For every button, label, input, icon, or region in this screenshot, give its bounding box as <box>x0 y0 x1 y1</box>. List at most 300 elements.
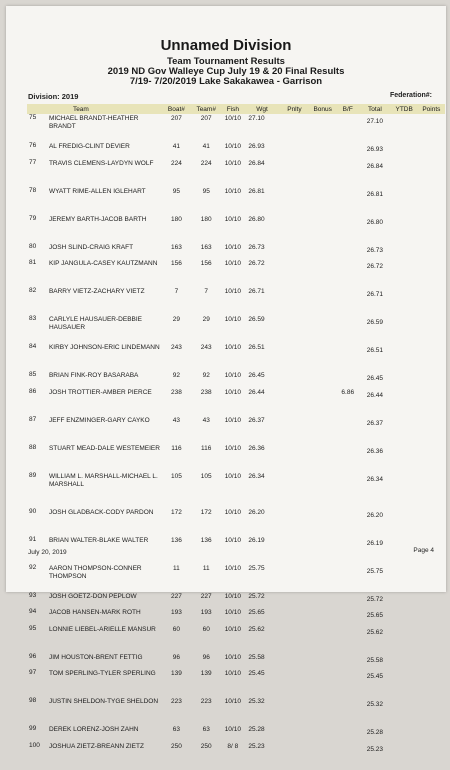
table-row <box>27 343 445 371</box>
table-cell-total: 26.19 <box>366 539 384 547</box>
table-cell-boat: 224 <box>170 159 182 167</box>
table-cell-weight: 26.20 <box>248 508 265 516</box>
table-cell-weight: 26.73 <box>248 243 265 251</box>
table-cell-fish: 10/10 <box>224 653 241 661</box>
table-cell-fish: 10/10 <box>224 416 241 424</box>
table-cell-weight: 25.58 <box>248 653 265 661</box>
table-cell-team-number: 156 <box>200 260 212 267</box>
table-cell-team: BRIAN FINK-ROY BASARABA <box>48 372 139 379</box>
table-cell-weight: 25.72 <box>248 592 265 600</box>
table-cell-place: 100 <box>29 741 40 749</box>
table-cell-weight: 25.45 <box>248 670 265 677</box>
table-header-row <box>27 104 445 114</box>
table-cell-team-number: 223 <box>200 698 212 705</box>
table-cell-points <box>418 388 445 416</box>
table-cell-bonus <box>309 564 336 592</box>
table-row <box>27 653 445 670</box>
col-fish: Fish <box>226 105 239 113</box>
table-cell-big-fish <box>336 697 359 725</box>
table-cell-big-fish <box>336 287 359 315</box>
table-cell-points <box>418 142 445 159</box>
table-cell-fish: 10/10 <box>224 625 241 633</box>
table-cell-weight: 26.80 <box>248 215 265 223</box>
col-points: Points <box>422 105 441 113</box>
table-cell-big-fish <box>336 243 359 260</box>
table-cell-big-fish <box>336 142 359 159</box>
table-cell-penalty <box>280 669 309 697</box>
table-cell-total: 25.45 <box>366 673 384 680</box>
table-cell-points <box>418 259 445 287</box>
table-cell-ytdb <box>391 287 418 315</box>
table-cell-place: 92 <box>29 563 37 571</box>
table-cell-fish: 10/10 <box>224 726 241 733</box>
table-cell-points <box>418 653 445 670</box>
table-cell-penalty <box>280 187 309 215</box>
table-cell-team-number: 136 <box>200 536 212 544</box>
table-cell-weight: 25.23 <box>248 742 265 750</box>
table-cell-boat: 105 <box>170 472 182 480</box>
table-cell-penalty <box>280 243 309 260</box>
table-cell-bonus <box>309 508 336 536</box>
table-row <box>27 315 445 343</box>
table-cell-place: 84 <box>29 343 37 350</box>
table-cell-total: 25.65 <box>366 612 384 619</box>
table-cell-total: 26.44 <box>366 391 384 399</box>
table-cell-ytdb <box>391 444 418 472</box>
table-row <box>27 725 445 742</box>
table-cell-big-fish <box>336 536 359 564</box>
table-cell-team: JUSTIN SHELDON-TYGE SHELDON <box>48 698 159 705</box>
col-team: Team <box>72 105 89 113</box>
col-boat: Boat# <box>167 105 185 113</box>
table-row <box>27 608 445 625</box>
col-total: Total <box>368 105 382 113</box>
table-cell-ytdb <box>391 416 418 444</box>
table-cell-boat: 41 <box>172 143 181 150</box>
table-cell-team: JOSH GOETZ-DON PEPLOW <box>48 592 137 600</box>
table-cell-big-fish <box>336 187 359 215</box>
table-cell-team-number: 116 <box>201 444 212 452</box>
table-cell-bonus <box>309 388 336 416</box>
table-cell-team-number: 96 <box>202 653 210 661</box>
table-row <box>27 625 445 653</box>
table-cell-place: 83 <box>29 315 37 322</box>
table-cell-boat: 96 <box>172 653 181 661</box>
table-cell-big-fish <box>336 625 359 653</box>
table-cell-points <box>418 315 445 343</box>
table-cell-ytdb <box>391 142 418 159</box>
col-weight: Wgt <box>256 105 268 113</box>
table-cell-bonus <box>309 343 336 371</box>
table-cell-team-number: 139 <box>200 670 212 677</box>
table-cell-weight: 26.36 <box>248 444 265 452</box>
table-cell-fish: 10/10 <box>224 592 241 600</box>
table-cell-ytdb <box>391 215 418 243</box>
table-cell-bonus <box>309 371 336 388</box>
table-cell-fish: 10/10 <box>224 388 241 396</box>
table-cell-weight: 26.44 <box>248 388 265 396</box>
table-cell-ytdb <box>391 315 418 343</box>
table-cell-team-number: 163 <box>200 243 212 251</box>
table-cell-team: JACOB HANSEN-MARK ROTH <box>48 609 141 616</box>
table-cell-place: 96 <box>29 652 37 660</box>
table-cell-weight: 26.19 <box>248 536 265 544</box>
table-cell-penalty <box>280 259 309 287</box>
table-cell-fish: 10/10 <box>224 536 241 544</box>
table-cell-points <box>418 243 445 260</box>
table-cell-boat: 227 <box>170 592 182 600</box>
table-cell-bonus <box>309 444 336 472</box>
table-cell-place: 94 <box>29 608 37 615</box>
table-cell-total: 26.93 <box>366 146 384 153</box>
table-cell-team: MICHAEL BRANDT-HEATHER BRANDT <box>48 115 139 130</box>
table-cell-boat: 136 <box>170 536 182 544</box>
table-cell-boat: 60 <box>172 625 181 633</box>
table-cell-place: 78 <box>29 186 37 194</box>
table-cell-place: 91 <box>29 535 37 543</box>
table-cell-fish: 10/10 <box>224 243 241 251</box>
table-cell-boat: 243 <box>170 344 182 351</box>
table-cell-fish: 10/10 <box>224 564 241 572</box>
table-cell-team: JIM HOUSTON-BRENT FETTIG <box>48 653 143 661</box>
table-cell-penalty <box>280 343 309 371</box>
table-row <box>27 472 445 508</box>
table-cell-team-number: 92 <box>202 372 210 379</box>
table-cell-boat: 95 <box>172 187 181 195</box>
table-cell-bonus <box>309 697 336 725</box>
table-cell-boat: 207 <box>170 115 182 122</box>
table-cell-team: AARON THOMPSON-CONNER THOMPSON <box>48 564 142 580</box>
table-cell-total: 25.32 <box>366 701 384 708</box>
table-cell-total: 26.45 <box>366 375 384 382</box>
table-cell-bonus <box>309 142 336 159</box>
col-team-number: Team# <box>196 105 216 113</box>
table-cell-penalty <box>280 287 309 315</box>
table-cell-weight: 26.59 <box>248 316 265 323</box>
table-cell-fish: 10/10 <box>224 159 241 167</box>
table-cell-weight: 25.75 <box>248 564 265 572</box>
col-ytdb: YTDB <box>395 105 413 113</box>
table-cell-team-number: 238 <box>200 388 212 396</box>
table-cell-place: 93 <box>29 591 37 599</box>
page-number: Page 4 <box>413 547 434 554</box>
table-cell-points <box>418 725 445 742</box>
table-cell-big-fish <box>336 742 359 770</box>
table-cell-place: 87 <box>29 415 37 423</box>
table-cell-team-number: 227 <box>200 592 212 600</box>
table-cell-team: AL FREDIG-CLINT DEVIER <box>48 143 130 150</box>
table-cell-big-fish <box>336 669 359 697</box>
table-cell-boat: 63 <box>172 726 181 733</box>
table-cell-weight: 26.34 <box>248 472 265 480</box>
table-cell-boat: 7 <box>174 288 179 295</box>
table-cell-place: 80 <box>29 242 37 250</box>
results-table <box>27 104 445 770</box>
table-cell-team: TRAVIS CLEMENS-LAYDYN WOLF <box>48 159 154 167</box>
table-cell-big-fish <box>336 114 359 142</box>
table-cell-boat: 116 <box>171 444 182 452</box>
table-cell-total: 25.72 <box>366 595 384 603</box>
table-cell-boat: 92 <box>172 372 181 379</box>
table-cell-penalty <box>280 315 309 343</box>
table-cell-ytdb <box>391 343 418 371</box>
table-cell-points <box>418 187 445 215</box>
table-cell-penalty <box>280 416 309 444</box>
table-cell-team: JOSH TROTTIER-AMBER PIERCE <box>48 388 152 396</box>
table-cell-team-number: 60 <box>202 625 210 633</box>
table-cell-team: STUART MEAD-DALE WESTEMEIER <box>48 444 160 452</box>
table-cell-team-number: 43 <box>202 416 210 424</box>
table-cell-team-number: 29 <box>202 316 210 323</box>
table-cell-penalty <box>280 508 309 536</box>
table-cell-team-number: 105 <box>200 472 212 480</box>
table-cell-total: 26.84 <box>366 162 384 170</box>
table-cell-big-fish <box>336 608 359 625</box>
table-cell-big-fish: 6.86 <box>341 388 355 396</box>
table-cell-bonus <box>309 416 336 444</box>
results-page <box>6 6 446 753</box>
table-cell-points <box>418 287 445 315</box>
table-cell-team: LONNIE LIEBEL-ARIELLE MANSUR <box>48 625 156 633</box>
table-row <box>27 259 445 287</box>
table-cell-total: 25.75 <box>366 567 384 575</box>
table-cell-big-fish <box>336 371 359 388</box>
table-cell-weight: 25.28 <box>248 726 265 733</box>
col-place <box>27 104 49 114</box>
table-cell-ytdb <box>391 371 418 388</box>
table-cell-total: 26.81 <box>366 190 384 198</box>
table-cell-boat: 156 <box>170 260 182 267</box>
table-cell-points <box>418 742 445 770</box>
table-cell-big-fish <box>336 343 359 371</box>
table-cell-penalty <box>280 388 309 416</box>
table-cell-points <box>418 564 445 592</box>
table-cell-fish: 10/10 <box>224 288 241 295</box>
federation-label: Federation#: <box>389 92 432 99</box>
table-cell-weight: 26.72 <box>248 260 265 267</box>
table-cell-boat: 238 <box>170 388 182 396</box>
table-cell-fish: 10/10 <box>224 260 241 267</box>
table-cell-big-fish <box>336 159 359 187</box>
table-cell-total: 26.37 <box>366 419 384 427</box>
table-cell-boat: 193 <box>170 609 182 616</box>
table-cell-boat: 172 <box>170 508 182 516</box>
table-cell-place: 98 <box>29 697 37 704</box>
table-cell-place: 81 <box>29 259 37 266</box>
table-cell-boat: 43 <box>172 416 181 424</box>
table-cell-team-number: 207 <box>200 115 212 122</box>
table-cell-fish: 10/10 <box>224 115 241 122</box>
table-cell-place: 89 <box>29 471 37 479</box>
table-cell-total: 25.58 <box>366 656 384 664</box>
table-cell-boat: 250 <box>170 742 182 750</box>
table-cell-points <box>418 114 445 142</box>
table-cell-ytdb <box>391 564 418 592</box>
table-cell-bonus <box>309 287 336 315</box>
table-cell-fish: 8/ 8 <box>227 742 239 750</box>
table-cell-team: CARLYLE HAUSAUER-DEBBIE HAUSAUER <box>48 316 143 331</box>
table-cell-total: 26.36 <box>366 447 384 455</box>
table-cell-team-number: 7 <box>204 288 208 295</box>
table-cell-boat: 29 <box>172 316 181 323</box>
table-cell-penalty <box>280 159 309 187</box>
table-row <box>27 444 445 472</box>
table-cell-team-number: 172 <box>200 508 212 516</box>
table-cell-bonus <box>309 472 336 508</box>
table-cell-penalty <box>280 371 309 388</box>
table-cell-fish: 10/10 <box>224 670 241 677</box>
table-cell-total: 25.23 <box>366 745 384 753</box>
table-cell-team-number: 250 <box>200 742 212 750</box>
table-cell-team: JOSH GLADBACK-CODY PARDON <box>48 508 154 516</box>
table-cell-points <box>418 508 445 536</box>
table-cell-ytdb <box>391 725 418 742</box>
table-cell-bonus <box>309 725 336 742</box>
table-cell-total: 26.71 <box>366 291 384 298</box>
table-cell-fish: 10/10 <box>224 372 241 379</box>
table-cell-total: 25.62 <box>366 628 384 636</box>
table-cell-points <box>418 371 445 388</box>
table-cell-team-number: 243 <box>200 344 212 351</box>
table-cell-big-fish <box>336 472 359 508</box>
table-row <box>27 508 445 536</box>
division-title: Unnamed Division <box>160 37 292 54</box>
table-cell-fish: 10/10 <box>224 609 241 616</box>
table-cell-weight: 26.45 <box>248 372 265 379</box>
table-cell-ytdb <box>391 388 418 416</box>
table-cell-team-number: 11 <box>202 564 210 572</box>
table-cell-ytdb <box>391 653 418 670</box>
table-row <box>27 142 445 159</box>
table-cell-team: JEFF ENZMINGER-GARY CAYKO <box>48 416 150 424</box>
report-subtitle: Team Tournament Results <box>167 56 285 67</box>
table-cell-penalty <box>280 742 309 770</box>
table-cell-penalty <box>280 472 309 508</box>
table-cell-big-fish <box>336 508 359 536</box>
table-row <box>27 388 445 416</box>
table-cell-boat: 223 <box>170 698 182 705</box>
table-cell-weight: 26.93 <box>248 143 265 150</box>
event-name: 2019 ND Gov Walleye Cup July 19 & 20 Final Results <box>107 66 345 77</box>
table-cell-weight: 26.51 <box>248 344 265 351</box>
table-cell-fish: 10/10 <box>224 143 241 150</box>
table-cell-ytdb <box>391 742 418 770</box>
table-row <box>27 536 445 564</box>
table-cell-big-fish <box>336 416 359 444</box>
table-cell-total: 27.10 <box>366 118 384 125</box>
table-cell-total: 25.28 <box>366 729 384 736</box>
table-cell-bonus <box>309 114 336 142</box>
table-cell-bonus <box>309 669 336 697</box>
table-cell-team: TOM SPERLING-TYLER SPERLING <box>48 670 156 677</box>
table-cell-boat: 180 <box>170 215 182 223</box>
table-cell-ytdb <box>391 608 418 625</box>
table-cell-team: BRIAN WALTER-BLAKE WALTER <box>48 536 149 544</box>
table-cell-place: 85 <box>29 371 37 378</box>
table-cell-place: 99 <box>29 725 37 732</box>
table-cell-place: 79 <box>29 214 37 222</box>
table-cell-place: 97 <box>29 669 37 676</box>
table-cell-ytdb <box>391 187 418 215</box>
table-cell-total: 26.51 <box>366 347 384 354</box>
table-row <box>27 287 445 315</box>
table-cell-total: 26.73 <box>366 246 384 254</box>
table-cell-ytdb <box>391 508 418 536</box>
table-cell-weight: 26.37 <box>248 416 265 424</box>
table-cell-ytdb <box>391 114 418 142</box>
table-cell-ytdb <box>391 697 418 725</box>
table-cell-fish: 10/10 <box>224 344 241 351</box>
table-cell-bonus <box>309 608 336 625</box>
table-cell-bonus <box>309 653 336 670</box>
footer-date: July 20, 2019 <box>28 549 67 556</box>
table-cell-bonus <box>309 742 336 770</box>
table-cell-total: 26.72 <box>366 263 384 270</box>
table-row <box>27 697 445 725</box>
table-cell-total: 26.20 <box>366 511 384 519</box>
table-cell-penalty <box>280 564 309 592</box>
table-cell-ytdb <box>391 625 418 653</box>
table-cell-boat: 163 <box>170 243 182 251</box>
table-cell-fish: 10/10 <box>224 187 241 195</box>
table-row <box>27 416 445 444</box>
table-row <box>27 159 445 187</box>
table-cell-penalty <box>280 142 309 159</box>
table-cell-fish: 10/10 <box>224 472 241 480</box>
table-cell-place: 76 <box>29 142 37 149</box>
table-row <box>27 742 445 770</box>
table-cell-bonus <box>309 159 336 187</box>
table-cell-weight: 27.10 <box>248 115 265 122</box>
table-cell-fish: 10/10 <box>224 698 241 705</box>
table-cell-place: 95 <box>29 624 37 632</box>
table-row <box>27 114 445 142</box>
table-cell-penalty <box>280 697 309 725</box>
table-cell-team-number: 63 <box>202 726 210 733</box>
table-cell-team-number: 95 <box>202 187 210 195</box>
table-cell-boat: 11 <box>173 564 180 572</box>
table-cell-penalty <box>280 536 309 564</box>
table-cell-fish: 10/10 <box>224 444 241 452</box>
table-cell-fish: 10/10 <box>224 316 241 323</box>
table-cell-ytdb <box>391 259 418 287</box>
table-cell-ytdb <box>391 669 418 697</box>
table-cell-team: WYATT RIME-ALLEN IGLEHART <box>48 187 146 195</box>
table-row <box>27 564 445 592</box>
table-cell-place: 90 <box>29 507 37 515</box>
table-cell-team: JOSH SLIND-CRAIG KRAFT <box>48 243 134 251</box>
table-cell-points <box>418 416 445 444</box>
table-cell-weight: 25.32 <box>248 698 265 705</box>
table-cell-boat: 139 <box>170 670 182 677</box>
table-cell-team-number: 193 <box>200 609 212 616</box>
table-cell-ytdb <box>391 159 418 187</box>
table-cell-bonus <box>309 259 336 287</box>
table-cell-place: 77 <box>29 158 37 166</box>
table-cell-points <box>418 669 445 697</box>
table-cell-team-number: 180 <box>200 215 212 223</box>
table-row <box>27 371 445 388</box>
table-cell-bonus <box>309 243 336 260</box>
table-cell-ytdb <box>391 472 418 508</box>
table-cell-penalty <box>280 444 309 472</box>
table-cell-bonus <box>309 625 336 653</box>
table-row <box>27 187 445 215</box>
table-cell-fish: 10/10 <box>224 215 241 223</box>
table-cell-bonus <box>309 215 336 243</box>
table-cell-weight: 26.71 <box>248 288 265 295</box>
table-row <box>27 215 445 243</box>
